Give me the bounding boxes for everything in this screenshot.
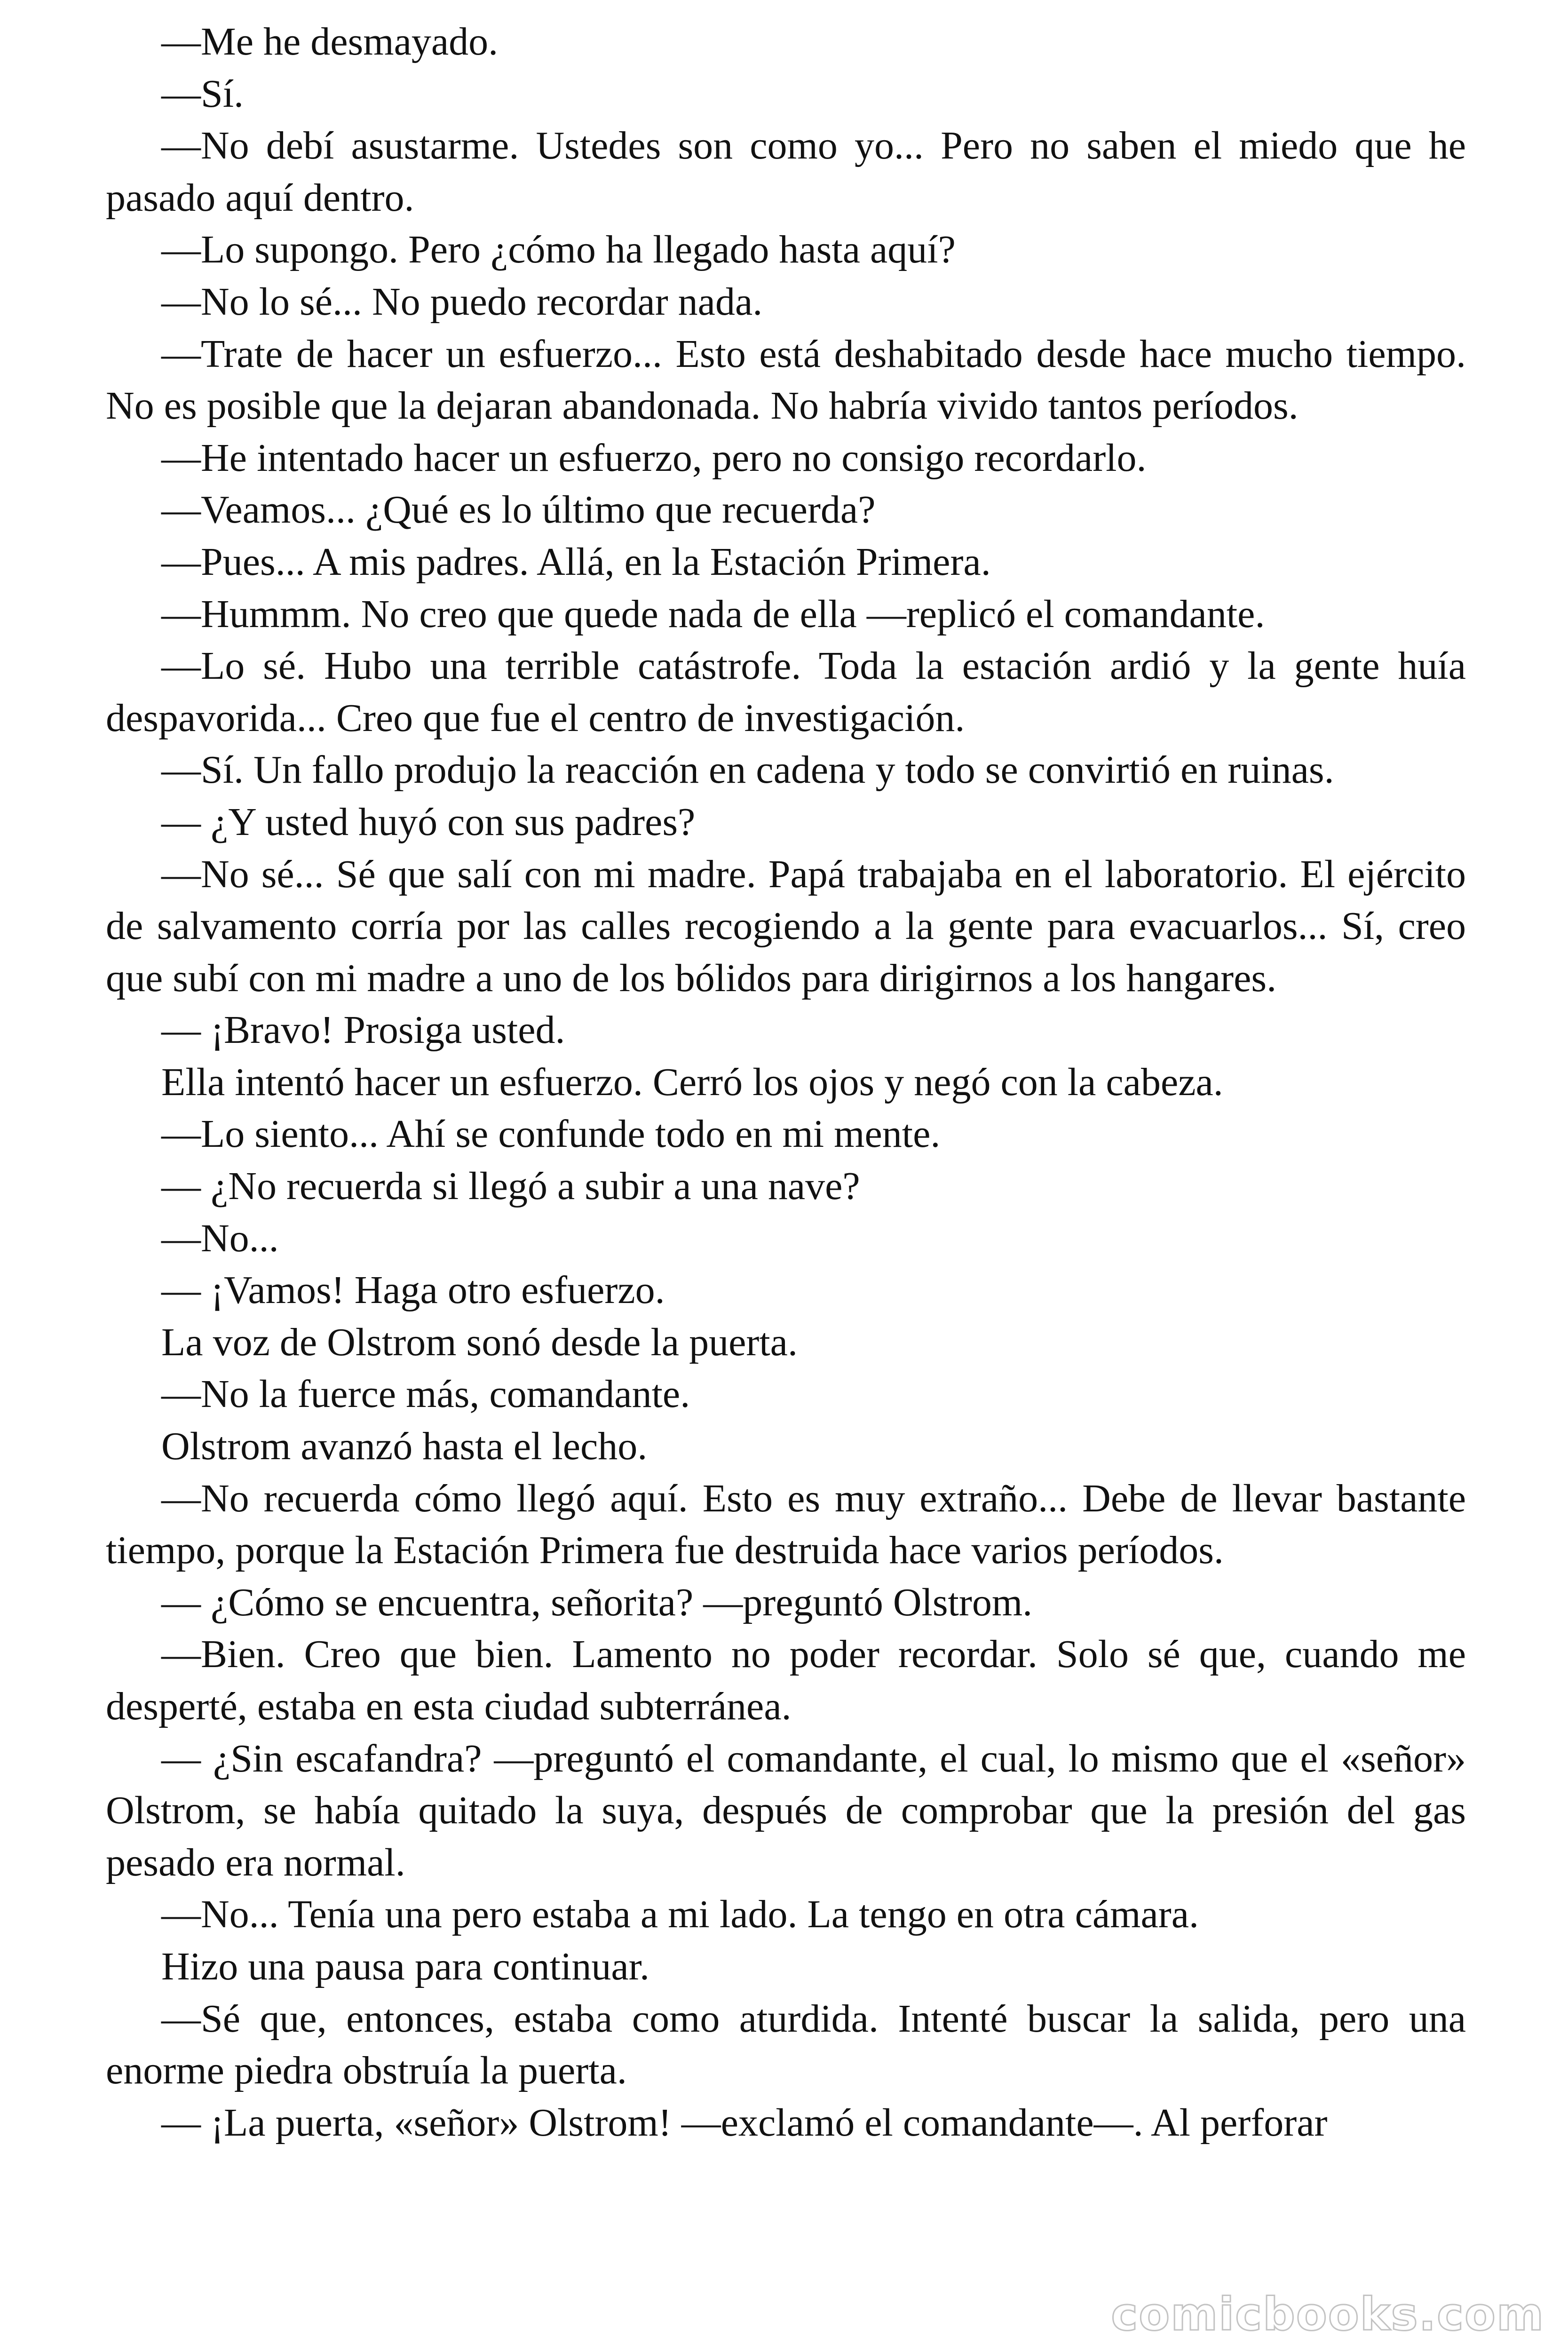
paragraph: — ¡Bravo! Prosiga usted.: [161, 1008, 565, 1052]
paragraph: —Hummm. No creo que quede nada de ella —replicó el comandante.: [161, 592, 1265, 636]
paragraph: Olstrom avanzó hasta el lecho.: [161, 1424, 648, 1469]
paragraph: —Trate de hacer un esfuerzo... Esto está deshabitado desde hace mucho tiempo. No es posible que la dejaran abandonada. No habría vivido tantos períodos.: [106, 332, 1466, 428]
paragraph: Ella intentó hacer un esfuerzo. Cerró los ojos y negó con la cabeza.: [161, 1060, 1223, 1104]
watermark: comicbooks.com: [1111, 2288, 1544, 2341]
paragraph: —No... Tenía una pero estaba a mi lado. La tengo en otra cámara.: [161, 1892, 1199, 1937]
book-page: [106, 16, 1466, 2149]
paragraph: —No...: [161, 1216, 279, 1260]
paragraph: —Lo siento... Ahí se confunde todo en mi mente.: [161, 1112, 941, 1156]
paragraph: —Pues... A mis padres. Allá, en la Estación Primera.: [161, 540, 991, 584]
paragraph: — ¿Cómo se encuentra, señorita? —preguntó Olstrom.: [161, 1580, 1033, 1624]
paragraph: —Sé que, entonces, estaba como aturdida. Intenté buscar la salida, pero una enorme piedra obstruía la puerta.: [106, 1996, 1466, 2093]
paragraph: — ¿Sin escafandra? —preguntó el comandante, el cual, lo mismo que el «señor» Olstrom, se había quitado la suya, después de comprobar que la presión del gas pesado era normal.: [106, 1736, 1466, 1884]
paragraph: Hizo una pausa para continuar.: [161, 1944, 649, 1988]
paragraph: —No sé... Sé que salí con mi madre. Papá trabajaba en el laboratorio. El ejército de salvamento corría por las calles recogiendo a la gente para evacuarlos... Sí, creo que subí con mi madre a uno de los bólidos para dirigirnos a los hangares.: [106, 852, 1466, 1000]
paragraph: —Veamos... ¿Qué es lo último que recuerda?: [161, 488, 876, 532]
paragraph: La voz de Olstrom sonó desde la puerta.: [161, 1320, 798, 1364]
paragraph: —Bien. Creo que bien. Lamento no poder recordar. Solo sé que, cuando me desperté, estaba en esta ciudad subterránea.: [106, 1632, 1466, 1728]
paragraph: —Lo sé. Hubo una terrible catástrofe. Toda la estación ardió y la gente huía despavorida... Creo que fue el centro de investigación.: [106, 644, 1466, 740]
paragraph: —No lo sé... No puedo recordar nada.: [161, 279, 763, 324]
paragraph: —Lo supongo. Pero ¿cómo ha llegado hasta aquí?: [161, 228, 956, 272]
paragraph: —No debí asustarme. Ustedes son como yo... Pero no saben el miedo que he pasado aquí dentro.: [106, 124, 1466, 220]
paragraph: — ¡Vamos! Haga otro esfuerzo.: [161, 1268, 665, 1312]
paragraph: —No la fuerce más, comandante.: [161, 1372, 690, 1416]
paragraph: —Me he desmayado.: [161, 20, 499, 64]
paragraph: —Sí. Un fallo produjo la reacción en cadena y todo se convirtió en ruinas.: [161, 748, 1334, 792]
paragraph: — ¿Y usted huyó con sus padres?: [161, 800, 696, 844]
paragraph: — ¿No recuerda si llegó a subir a una nave?: [161, 1164, 860, 1208]
paragraph: —He intentado hacer un esfuerzo, pero no consigo recordarlo.: [161, 436, 1147, 480]
paragraph: — ¡La puerta, «señor» Olstrom! —exclamó el comandante—. Al perforar: [161, 2100, 1328, 2145]
paragraph: —No recuerda cómo llegó aquí. Esto es muy extraño... Debe de llevar bastante tiempo, porque la Estación Primera fue destruida hace varios períodos.: [106, 1476, 1466, 1573]
paragraph: —Sí.: [161, 72, 244, 116]
